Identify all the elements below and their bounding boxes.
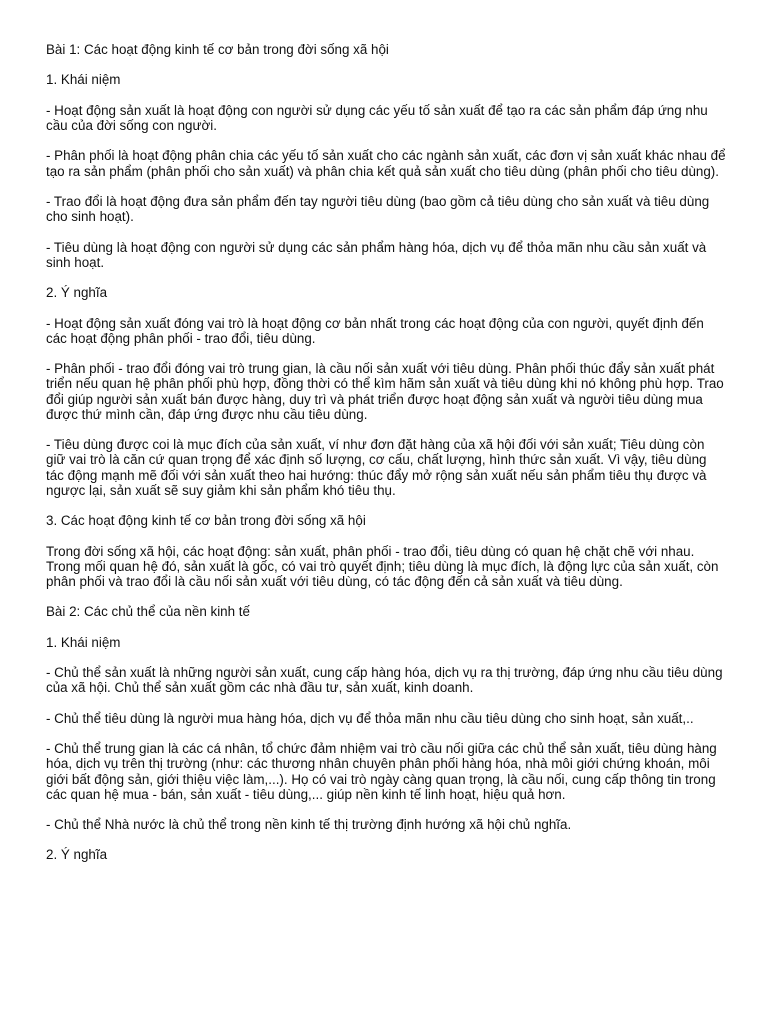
document-page [46,42,726,878]
paragraph-relations: Trong đời sống xã hội, các hoạt động: sản xuất, phân phối - trao đổi, tiêu dùng có quan hệ chặt chẽ với nhau. Trong mối quan hệ đó, sản xuất là gốc, có vai trò quyết định; tiêu dùng là mục đích, là động lực của sản xuất, còn phân phối và trao đổi là cầu nối sản xuất với tiêu dùng, có tác động đến cả sản xuất và tiêu dùng. [46,543,719,589]
paragraph-distribution-role: - Phân phối - trao đổi đóng vai trò trung gian, là cầu nối sản xuất với tiêu dùng. Phân phối thúc đẩy sản xuất phát triển nếu quan hệ phân phối phù hợp, đồng thời có thể kìm hãm sản xuất và tiêu dùng khi nó không phù hợp. Trao đổi giúp người sản xuất bán được hàng, duy trì và phát triển được hoạt động sản xuất và người tiêu dùng mua được thứ mình cần, đáp ứng được nhu cầu tiêu dùng. [46,361,724,422]
lesson-2-heading: Bài 2: Các chủ thể của nền kinh tế [46,604,250,620]
paragraph-intermediary-subject: - Chủ thể trung gian là các cá nhân, tổ chức đảm nhiệm vai trò cầu nối giữa các chủ thể sản xuất, tiêu dùng hàng hóa, dịch vụ trên thị trường (như: các thương nhân chuyên phân phối hàng hóa, nhà môi giới chứng khoán, môi giới bất động sản, giới thiệu việc làm,...). Họ có vai trò ngày càng quan trọng, là cầu nối, cung cấp thông tin trong các quan hệ mua - bán, sản xuất - tiêu dùng,... giúp nền kinh tế linh hoạt, hiệu quả hơn. [46,741,717,802]
paragraph-consumer-subject: - Chủ thể tiêu dùng là người mua hàng hóa, dịch vụ để thỏa mãn nhu cầu tiêu dùng cho sinh hoạt, sản xuất,.. [46,710,694,726]
paragraph-consumption-role: - Tiêu dùng được coi là mục đích của sản xuất, ví như đơn đặt hàng của xã hội đối với sản xuất; Tiêu dùng còn giữ vai trò là căn cứ quan trọng để xác định số lượng, cơ cấu, chất lượng, hình thức sản xuất. Vì vậy, tiêu dùng tác động mạnh mẽ đối với sản xuất theo hai hướng: thúc đẩy mở rộng sản xuất nếu sản phẩm tiêu thụ được và ngược lại, sản xuất sẽ suy giảm khi sản phẩm khó tiêu thụ. [46,437,707,498]
section-heading-concept: 1. Khái niệm [46,72,121,88]
paragraph-consumption: - Tiêu dùng là hoạt động con người sử dụng các sản phẩm hàng hóa, dịch vụ để thỏa mãn nhu cầu sản xuất và sinh hoạt. [46,239,707,270]
paragraph-producer-subject: - Chủ thể sản xuất là những người sản xuất, cung cấp hàng hóa, dịch vụ ra thị trường, đáp ứng nhu cầu tiêu dùng của xã hội. Chủ thể sản xuất gồm các nhà đầu tư, sản xuất, kinh doanh. [46,665,723,696]
paragraph-production: - Hoạt động sản xuất là hoạt động con người sử dụng các yếu tố sản xuất để tạo ra các sản phẩm đáp ứng nhu cầu của đời sống con người. [46,102,708,133]
paragraph-state-subject: - Chủ thể Nhà nước là chủ thể trong nền kinh tế thị trường định hướng xã hội chủ nghĩa. [46,817,572,833]
paragraph-production-role: - Hoạt động sản xuất đóng vai trò là hoạt động cơ bản nhất trong các hoạt động của con người, quyết định đến các hoạt động phân phối - trao đổi, tiêu dùng. [46,315,704,346]
section-heading-meaning: 2. Ý nghĩa [46,285,108,301]
section-heading-concept-2: 1. Khái niệm [46,634,121,650]
paragraph-distribution: - Phân phối là hoạt động phân chia các yếu tố sản xuất cho các ngành sản xuất, các đơn vị sản xuất khác nhau để tạo ra sản phẩm (phân phối cho sản xuất) và phân chia kết quả sản xuất cho tiêu dùng (phân phối cho tiêu dùng). [46,148,726,179]
section-heading-meaning-2: 2. Ý nghĩa [46,847,108,863]
lesson-1-heading: Bài 1: Các hoạt động kinh tế cơ bản trong đời sống xã hội [46,42,389,57]
section-heading-relations: 3. Các hoạt động kinh tế cơ bản trong đời sống xã hội [46,513,366,529]
paragraph-exchange: - Trao đổi là hoạt động đưa sản phẩm đến tay người tiêu dùng (bao gồm cả tiêu dùng cho sản xuất và tiêu dùng cho sinh hoạt). [46,193,710,225]
